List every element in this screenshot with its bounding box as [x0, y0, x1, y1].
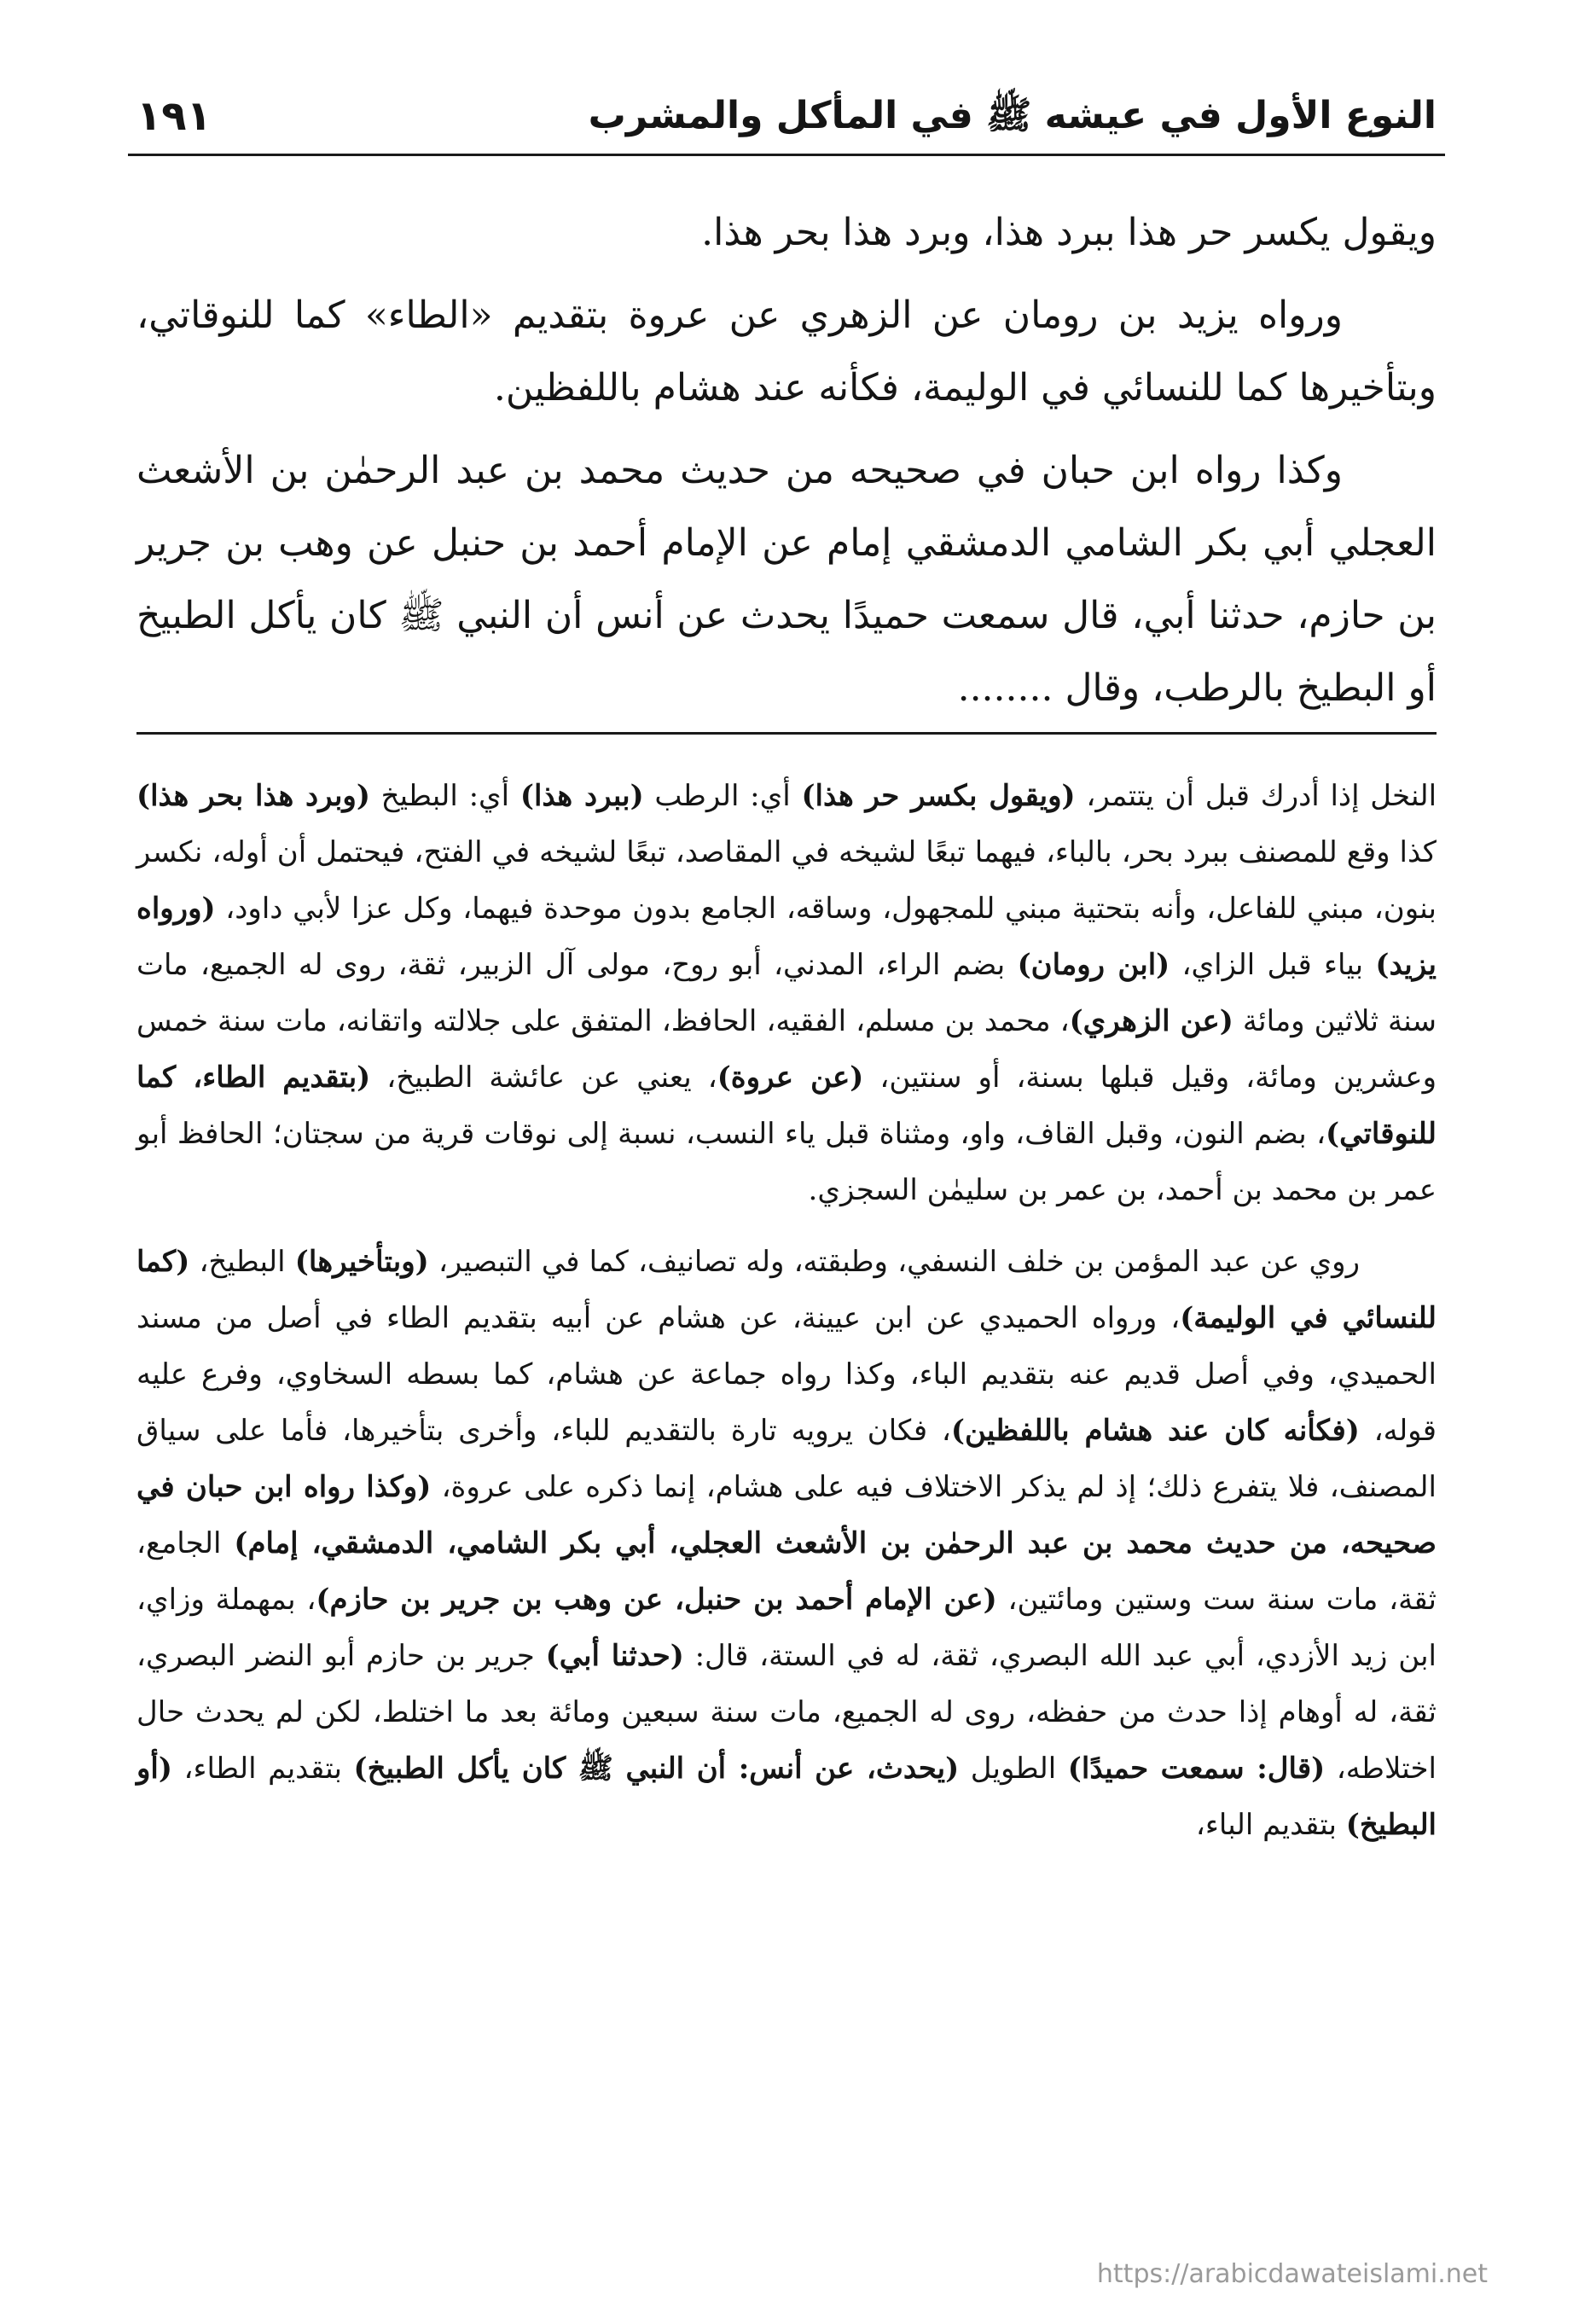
- main-text: [136, 196, 1437, 735]
- commentary-run: ، بمهملة وزاي، ابن زيد الأزدي، أبي عبد الله البصري، ثقة، له في الستة، قال:: [136, 1583, 1437, 1673]
- main-paragraph: وكذا رواه ابن حبان في صحيحه من حديث محمد بن عبد الرحمٰن بن الأشعث العجلي أبي بكر الشامي الدمشقي إمام عن الإمام أحمد بن حنبل عن وهب بن جرير بن حازم، حدثنا أبي، قال سمعت حميدًا يحدث عن أنس أن النبي ﷺ كان يأكل الطبيخ أو البطيخ بالرطب، وقال ........: [136, 449, 1437, 710]
- commentary-run: ، يعني عن عائشة الطبيخ،: [370, 1060, 717, 1095]
- quoted-phrase: (عن الإمام أحمد بن حنبل، عن وهب بن جرير بن حازم): [316, 1583, 997, 1617]
- commentary-run: كذا وقع للمصنف ببرد بحر، بالباء، فيهما تبعًا لشيخه في المقاصد، تبعًا لشيخه في الفتح، فيحتمل أن أوله، نكسر بنون، مبني للفاعل، وأنه بتحتية مبني للمجهول، وساقه، الجامع بدون موحدة فيهما، وكل عزا لأبي داود،: [136, 835, 1437, 926]
- commentary-text: [136, 768, 1437, 1868]
- main-paragraph: ويقول يكسر حر هذا ببرد هذا، وبرد هذا بحر هذا.: [701, 211, 1437, 254]
- quoted-phrase: (وبرد هذا بحر هذا): [136, 779, 370, 813]
- commentary-run: ، ورواه الحميدي عن ابن عيينة، عن هشام عن أبيه بتقديم الطاء في أصل من مسند الحميدي، وفي أصل قديم عنه بتقديم الباء، وكذا رواه جماعة عن هشام، كما بسطه السخاوي، وفرع عليه قوله،: [136, 1301, 1437, 1448]
- quoted-phrase: (يحدث، عن أنس: أن النبي ﷺ كان يأكل الطبيخ): [353, 1752, 960, 1786]
- quoted-phrase: (ويقول بكسر حر هذا): [801, 779, 1076, 813]
- quoted-phrase: (عن عروة): [717, 1060, 864, 1095]
- commentary-run: روي عن عبد المؤمن بن خلف النسفي، وطبقته، وله تصانيف، كما في التبصير،: [428, 1245, 1360, 1279]
- quoted-phrase: (وكذا رواه ابن حبان في صحيحه، من حديث محمد بن عبد الرحمٰن بن الأشعث العجلي، أبي بكر الشامي، الدمشقي، إمام): [136, 1470, 1437, 1560]
- watermark-url: https://arabicdawateislami.net: [1096, 2259, 1488, 2289]
- commentary-run: جرير بن حازم أبو النضر البصري، ثقة، له أوهام إذا حدث من حفظه، روى له الجميع، مات سنة سبعين ومائة بعد ما اختلط، لكن لم يحدث حال اختلاطه،: [136, 1639, 1437, 1786]
- quoted-phrase: (فكأنه كان عند هشام باللفظين): [950, 1414, 1360, 1448]
- quoted-phrase: (وبتأخيرها): [294, 1245, 429, 1279]
- quoted-phrase: (ببرد هذا): [519, 779, 644, 813]
- commentary-run: أي: البطيخ: [369, 779, 520, 813]
- commentary-run: بضم الراء، المدني، أبو روح، مولى آل الزبير، ثقة، روى له الجميع، مات سنة ثلاثين ومائة: [136, 948, 1437, 1038]
- quoted-phrase: (أو البطيخ): [136, 1752, 1437, 1842]
- commentary-run: ، محمد بن مسلم، الفقيه، الحافظ، المتفق على جلالته واتقانه، مات سنة خمس وعشرين ومائة، وقيل قبلها بسنة، أو سنتين،: [136, 1004, 1437, 1095]
- quoted-phrase: (قال: سمعت حميدًا): [1067, 1752, 1326, 1786]
- commentary-run: البطيخ،: [189, 1245, 295, 1279]
- commentary-run: النخل إذا أدرك قبل أن يتتمر،: [1075, 779, 1437, 813]
- quoted-phrase: (ابن رومان): [1017, 948, 1170, 982]
- quoted-phrase: (حدثنا أبي): [545, 1639, 684, 1673]
- commentary-run: بياء قبل الزاي،: [1170, 948, 1376, 982]
- quoted-phrase: (بتقديم الطاء، كما للنوقاتي): [136, 1060, 1437, 1151]
- page-number: ١٩١: [136, 92, 212, 140]
- quoted-phrase: (كما للنسائي في الوليمة): [136, 1245, 1437, 1335]
- quoted-phrase: (عن الزهري): [1069, 1004, 1233, 1038]
- commentary-run: بتقديم الطاء،: [171, 1752, 354, 1786]
- main-paragraph: ورواه يزيد بن رومان عن الزهري عن عروة بتقديم «الطاء» كما للنوقاتي، وبتأخيرها كما للنسائي في الوليمة، فكأنه عند هشام باللفظين.: [136, 293, 1437, 410]
- commentary-paragraph: [136, 1234, 1437, 1853]
- commentary-run: أي: الرطب: [643, 779, 802, 813]
- page-header: [128, 85, 1445, 156]
- quoted-phrase: (ورواه يزيد): [136, 892, 1437, 982]
- commentary-paragraph: [136, 768, 1437, 1218]
- footnote-divider: [136, 732, 1437, 735]
- commentary-run: الطويل: [959, 1752, 1068, 1786]
- commentary-run: الجامع، ثقة، مات سنة ست وستين ومائتين،: [136, 1526, 1437, 1617]
- commentary-run: ، بضم النون، وقبل القاف، واو، ومثناة قبل ياء النسب، نسبة إلى نوقات قرية من سجتان؛ الحافظ أبو عمر بن محمد بن أحمد، بن عمر بن سليمٰن السجزي.: [136, 1117, 1437, 1207]
- commentary-run: ، فكان يرويه تارة بالتقديم للباء، وأخرى بتأخيرها، فأما على سياق المصنف، فلا يتفرع ذلك؛ إذ لم يذكر الاختلاف فيه على هشام، إنما ذكره على عروة،: [136, 1414, 1437, 1504]
- chapter-title: النوع الأول في عيشه ﷺ في المأكل والمشرب: [588, 94, 1437, 137]
- commentary-run: بتقديم الباء،: [1195, 1808, 1346, 1842]
